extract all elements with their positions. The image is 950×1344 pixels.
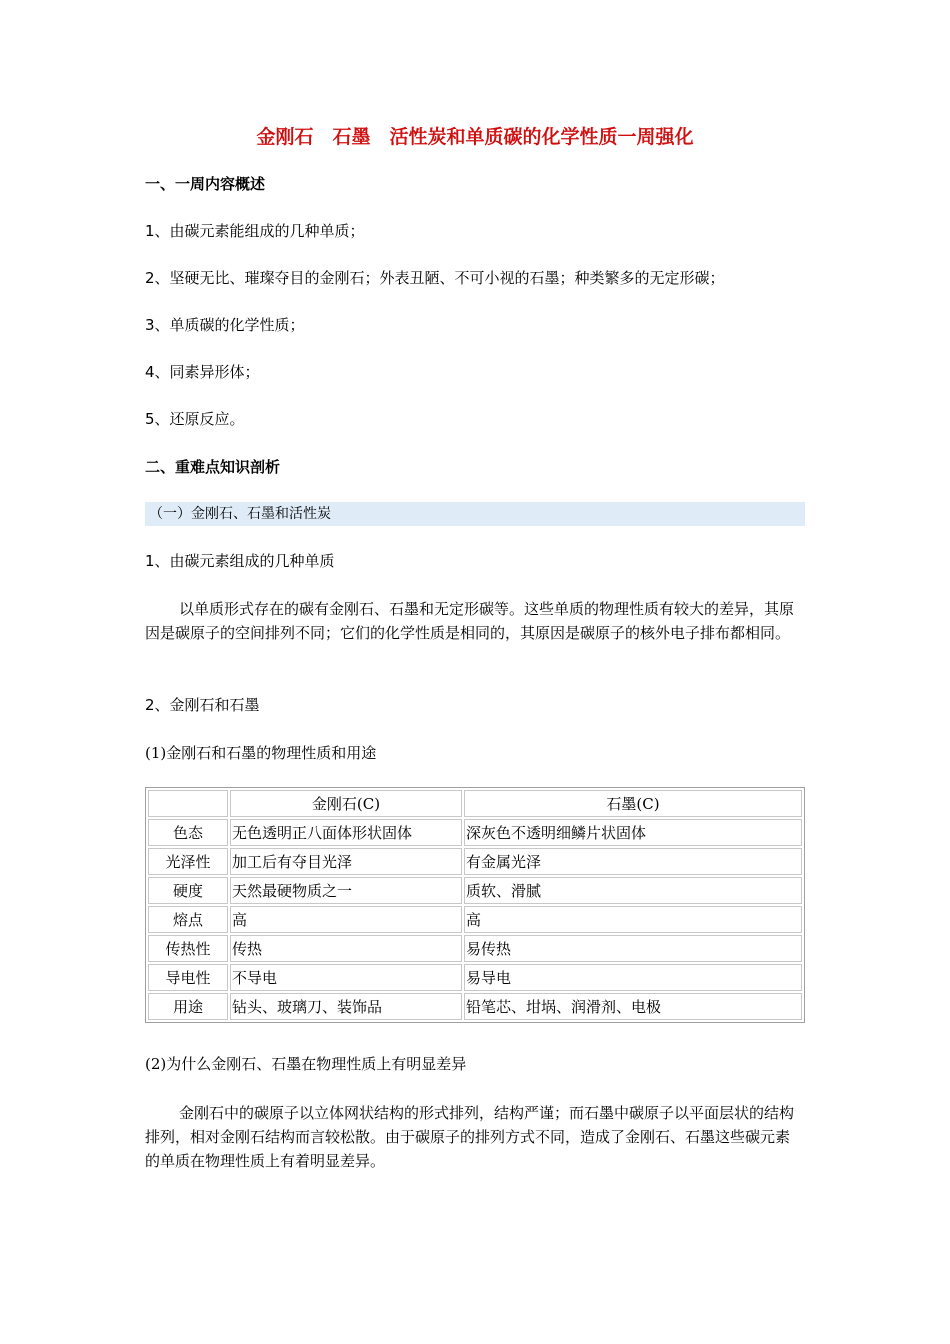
table-cell: 传热 [230,935,462,962]
table-cell: 天然最硬物质之一 [230,877,462,904]
table-header-cell: 石墨(C) [464,790,802,817]
sub2-title: (2)为什么金刚石、石墨在物理性质上有明显差异 [145,1055,467,1073]
table-cell: 有金属光泽 [464,848,802,875]
table-cell: 钻头、玻璃刀、装饰品 [230,993,462,1020]
table-cell: 加工后有夺目光泽 [230,848,462,875]
table-header-cell [148,790,228,817]
table-row [148,848,802,875]
properties-table [145,787,805,1023]
table-cell: 高 [464,906,802,933]
table-row [148,993,802,1020]
document-title: 金刚石 石墨 活性炭和单质碳的化学性质一周强化 [256,126,694,148]
section1-heading: 一、一周内容概述 [145,175,266,193]
point2-title: 2、金刚石和石墨 [145,696,260,714]
table-cell: 质软、滑腻 [464,877,802,904]
table-row [148,877,802,904]
table-row-label: 熔点 [148,906,228,933]
table-row-label: 用途 [148,993,228,1020]
point1-paragraph: 以单质形式存在的碳有金刚石、石墨和无定形碳等。这些单质的物理性质有较大的差异，其原因是碳原子的空间排列不同；它们的化学性质是相同的，其原因是碳原子的核外电子排布都相同。 [145,600,795,642]
table-header-row [148,790,802,817]
table-cell: 无色透明正八面体形状固体 [230,819,462,846]
table-cell: 深灰色不透明细鳞片状固体 [464,819,802,846]
list-item: 3、单质碳的化学性质； [145,316,305,334]
table-cell: 易传热 [464,935,802,962]
subsection-heading: （一）金刚石、石墨和活性炭 [145,502,805,526]
sub2-paragraph: 金刚石中的碳原子以立体网状结构的形式排列，结构严谨；而石墨中碳原子以平面层状的结构排列，相对金刚石结构而言较松散。由于碳原子的排列方式不同，造成了金刚石、石墨这些碳元素的单质在物理性质上有着明显差异。 [145,1104,795,1170]
table-row [148,906,802,933]
list-item: 2、坚硬无比、璀璨夺目的金刚石；外表丑陋、不可小视的石墨；种类繁多的无定形碳； [145,269,725,287]
table-cell: 易导电 [464,964,802,991]
table-row-label: 导电性 [148,964,228,991]
table-cell: 铅笔芯、坩埚、润滑剂、电极 [464,993,802,1020]
table-row [148,964,802,991]
section2-heading: 二、重难点知识剖析 [145,458,281,476]
table-cell: 高 [230,906,462,933]
table-row [148,819,802,846]
table-row-label: 光泽性 [148,848,228,875]
table-row-label: 硬度 [148,877,228,904]
list-item: 4、同素异形体； [145,363,260,381]
sub1-title: (1)金刚石和石墨的物理性质和用途 [145,744,377,762]
point1-title: 1、由碳元素组成的几种单质 [145,552,335,570]
table-row [148,935,802,962]
table-cell: 不导电 [230,964,462,991]
table-header-cell: 金刚石(C) [230,790,462,817]
list-item: 1、由碳元素能组成的几种单质； [145,222,365,240]
list-item: 5、还原反应。 [145,410,245,428]
table-row-label: 传热性 [148,935,228,962]
table-row-label: 色态 [148,819,228,846]
